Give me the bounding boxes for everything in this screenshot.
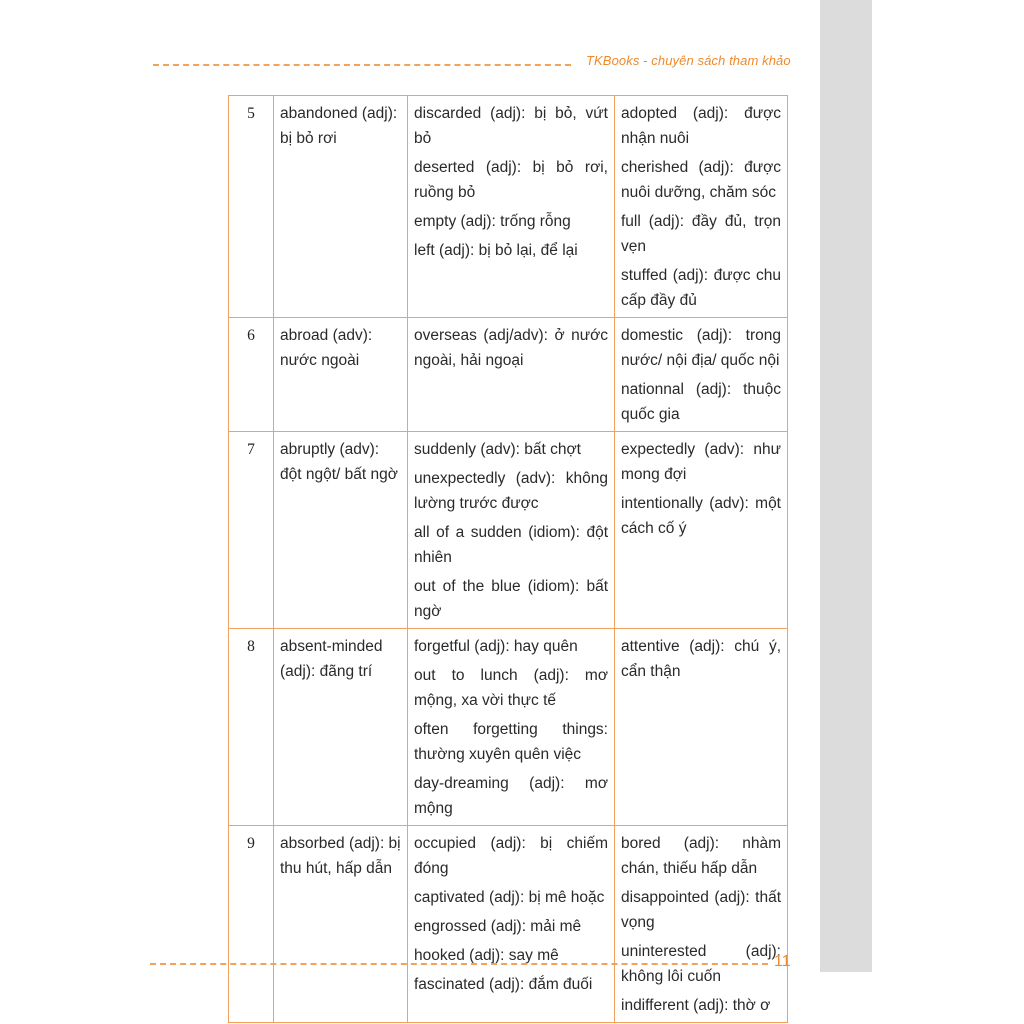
antonyms-cell [615,318,788,432]
antonym-entry: indifferent (adj): thờ ơ [621,997,771,1014]
antonym-entry: nationnal (adj): thuộc quốc gia [621,381,781,423]
antonym-entry: intentionally (adv): một cách cố ý [621,495,781,537]
antonym-entry: expectedly (adv): như mong đợi [621,441,781,483]
synonym-entry: suddenly (adv): bất chợt [414,441,581,458]
row-number: 8 [229,629,274,826]
adjacent-page-edge [820,0,872,972]
antonym-entry: cherished (adj): được nuôi dưỡng, chăm sóc [621,159,781,201]
vocabulary-table-body [229,96,788,1023]
headword: absorbed (adj): bị thu hút, hấp dẫn [280,835,401,877]
antonyms-cell [615,826,788,1023]
header-divider [153,64,571,66]
table-row [229,96,788,318]
headword: abandoned (adj): bị bỏ rơi [280,105,398,147]
synonym-entry: forgetful (adj): hay quên [414,638,578,655]
synonym-entry: fascinated (adj): đắm đuối [414,976,593,993]
synonym-entry: engrossed (adj): mải mê [414,918,582,935]
antonym-entry: domestic (adj): trong nước/ nội địa/ quốc nội [621,327,781,369]
synonym-entry: often forgetting things: thường xuyên quên việc [414,721,608,763]
table-row [229,629,788,826]
footer-divider [150,963,768,965]
headword-cell [274,96,408,318]
synonyms-cell [408,432,615,629]
synonym-entry: occupied (adj): bị chiếm đóng [414,835,608,877]
headword: absent-minded (adj): đãng trí [280,638,383,680]
synonym-entry: hooked (adj): say mê [414,947,559,964]
antonyms-cell [615,629,788,826]
antonym-entry: stuffed (adj): được chu cấp đầy đủ [621,267,781,309]
headword: abroad (adv): nước ngoài [280,327,373,369]
antonym-entry: bored (adj): nhàm chán, thiếu hấp dẫn [621,835,781,877]
headword-cell [274,826,408,1023]
synonyms-cell [408,318,615,432]
synonym-entry: deserted (adj): bị bỏ rơi, ruồng bỏ [414,159,608,201]
synonyms-cell [408,629,615,826]
antonyms-cell [615,96,788,318]
table-row [229,318,788,432]
row-number: 5 [229,96,274,318]
headword-cell [274,629,408,826]
page-number: 11 [774,953,791,970]
row-number: 6 [229,318,274,432]
headword: abruptly (adv): đột ngột/ bất ngờ [280,441,398,483]
synonym-entry: all of a sudden (idiom): đột nhiên [414,524,608,566]
synonym-entry: day-dreaming (adj): mơ mộng [414,775,608,817]
antonym-entry: adopted (adj): được nhận nuôi [621,105,781,147]
synonym-entry: discarded (adj): bị bỏ, vứt bỏ [414,105,608,147]
synonym-entry: out to lunch (adj): mơ mộng, xa vời thực tế [414,667,608,709]
synonyms-cell [408,826,615,1023]
row-number: 9 [229,826,274,1023]
synonym-entry: out of the blue (idiom): bất ngờ [414,578,608,620]
synonym-entry: captivated (adj): bị mê hoặc [414,889,605,906]
antonym-entry: disappointed (adj): thất vọng [621,889,781,931]
headword-cell [274,432,408,629]
synonym-entry: overseas (adj/adv): ở nước ngoài, hải ngoại [414,327,608,369]
antonym-entry: full (adj): đầy đủ, trọn vẹn [621,213,781,255]
synonym-entry: empty (adj): trống rỗng [414,213,571,230]
synonyms-cell [408,96,615,318]
headword-cell [274,318,408,432]
header-brand: TKBooks - chuyên sách tham khảo [586,53,791,68]
vocabulary-table [228,95,788,1023]
antonyms-cell [615,432,788,629]
antonym-entry: attentive (adj): chú ý, cẩn thận [621,638,781,680]
synonym-entry: left (adj): bị bỏ lại, để lại [414,242,578,259]
antonym-entry: uninterested (adj): không lôi cuốn [621,943,781,985]
row-number: 7 [229,432,274,629]
table-row [229,826,788,1023]
synonym-entry: unexpectedly (adv): không lường trước được [414,470,608,512]
table-row [229,432,788,629]
